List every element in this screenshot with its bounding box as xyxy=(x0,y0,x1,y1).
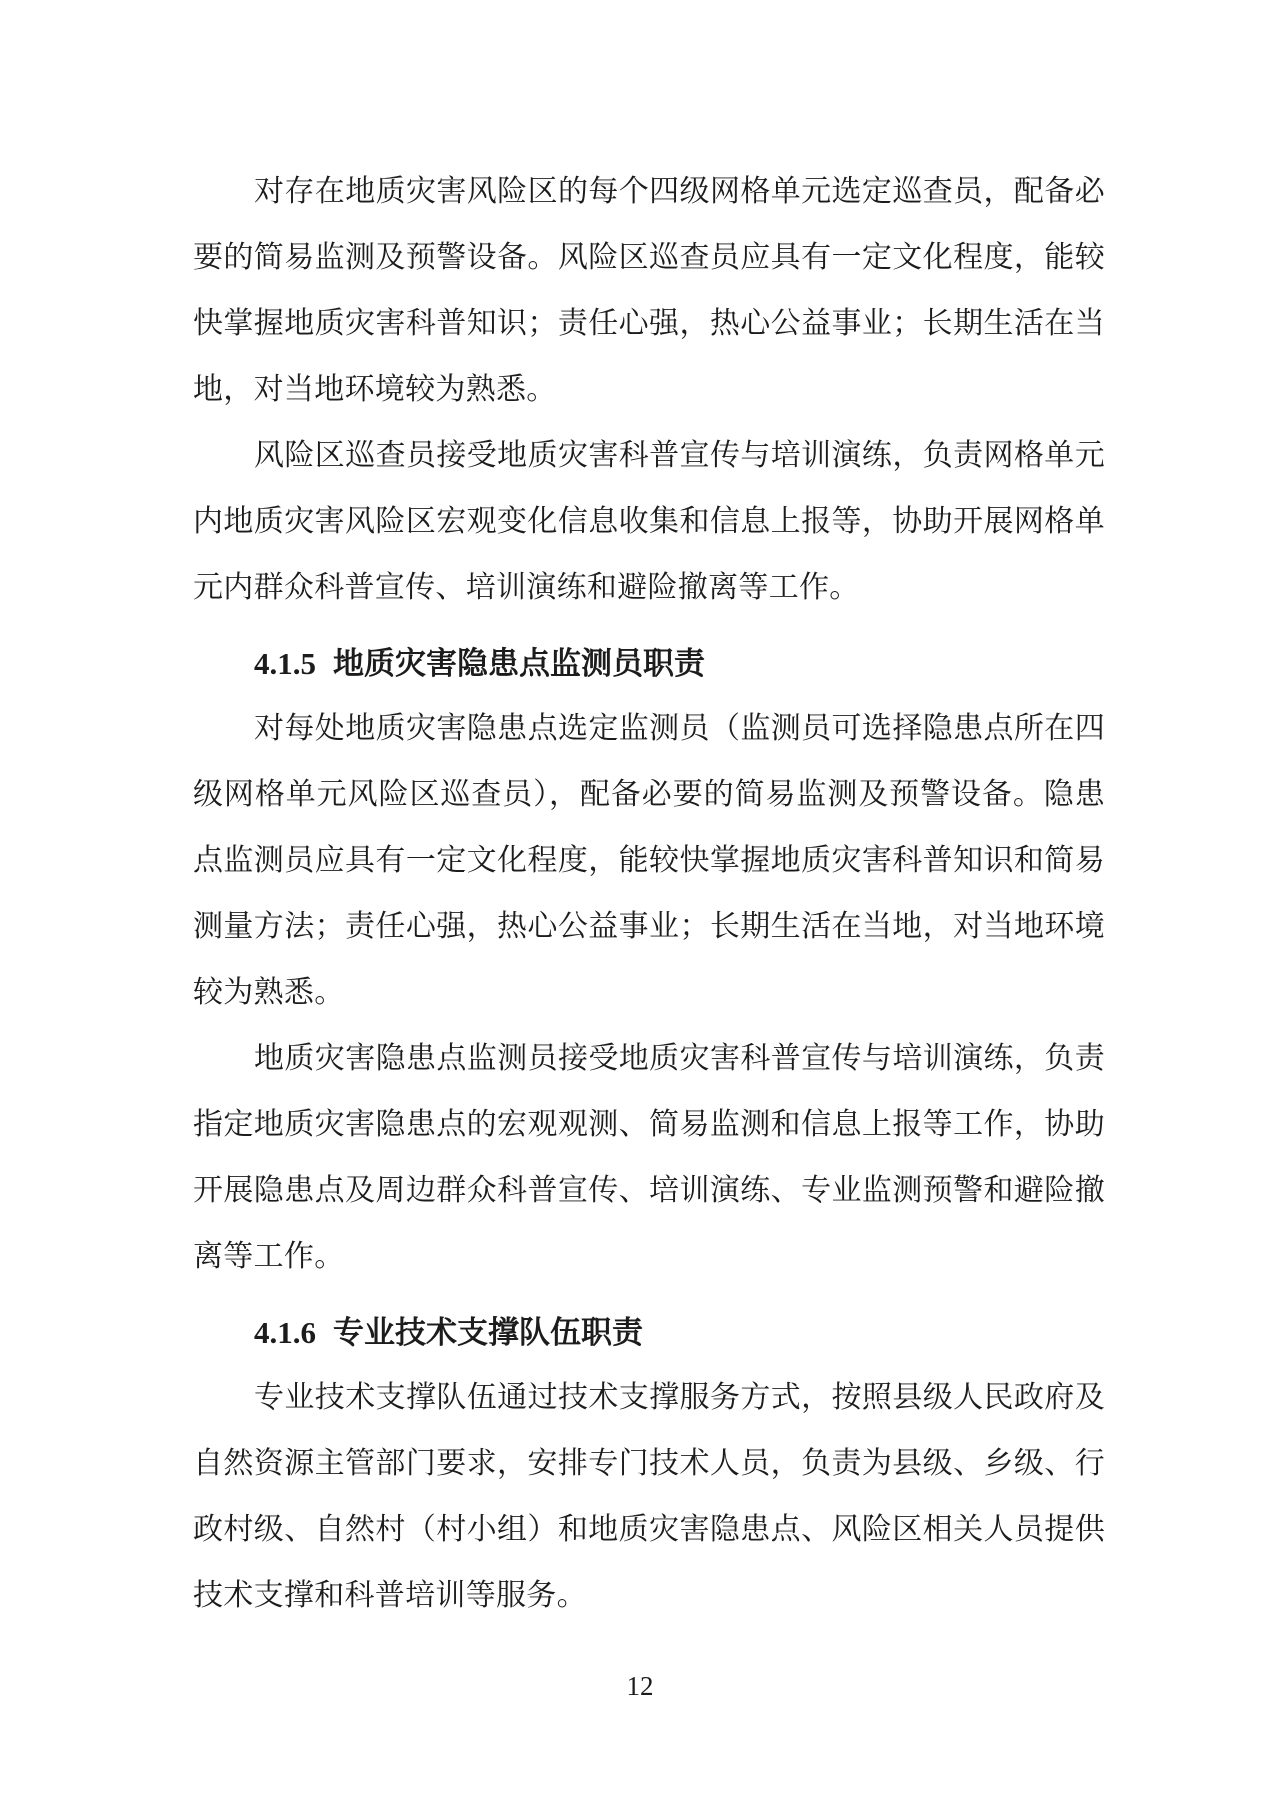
paragraph-7-line-2: 自然资源主管部门要求，安排专门技术人员，负责为县级、乡级、行 xyxy=(193,1447,1105,1480)
section-title: 专业技术支撑队伍职责 xyxy=(333,1315,643,1350)
paragraph-1-line-4: 地，对当地环境较为熟悉。 xyxy=(193,373,557,406)
paragraph-1-line-3: 快掌握地质灾害科普知识；责任心强，热心公益事业；长期生活在当 xyxy=(193,307,1105,340)
paragraph-5-line-3: 开展隐患点及周边群众科普宣传、培训演练、专业监测预警和避险撤 xyxy=(193,1174,1105,1207)
paragraph-4-line-4: 测量方法；责任心强，热心公益事业；长期生活在当地，对当地环境 xyxy=(193,910,1105,943)
section-number: 4.1.5 xyxy=(254,646,316,681)
paragraph-2-line-3: 元内群众科普宣传、培训演练和避险撤离等工作。 xyxy=(193,571,860,604)
section-title: 地质灾害隐患点监测员职责 xyxy=(333,646,705,681)
page-number: 12 xyxy=(626,1671,654,1701)
paragraph-5-line-4: 离等工作。 xyxy=(193,1240,345,1273)
section-heading-4.1.6 xyxy=(193,1312,1105,1378)
paragraph-2-line-1: 风险区巡查员接受地质灾害科普宣传与培训演练，负责网格单元 xyxy=(254,439,1105,472)
paragraph-4-line-3: 点监测员应具有一定文化程度，能较快掌握地质灾害科普知识和简易 xyxy=(193,844,1105,877)
paragraph-1-line-2: 要的简易监测及预警设备。风险区巡查员应具有一定文化程度，能较 xyxy=(193,241,1105,274)
paragraph-5-line-1: 地质灾害隐患点监测员接受地质灾害科普宣传与培训演练，负责 xyxy=(254,1042,1105,1075)
paragraph-1-line-1: 对存在地质灾害风险区的每个四级网格单元选定巡查员，配备必 xyxy=(254,175,1105,208)
paragraph-7-line-4: 技术支撑和科普培训等服务。 xyxy=(193,1579,587,1612)
paragraph-4-line-1: 对每处地质灾害隐患点选定监测员（监测员可选择隐患点所在四 xyxy=(254,712,1105,745)
paragraph-5-line-2: 指定地质灾害隐患点的宏观观测、简易监测和信息上报等工作，协助 xyxy=(193,1108,1105,1141)
paragraph-2-line-2: 内地质灾害风险区宏观变化信息收集和信息上报等，协助开展网格单 xyxy=(193,505,1105,538)
section-number: 4.1.6 xyxy=(254,1315,316,1350)
paragraph-7-line-3: 政村级、自然村（村小组）和地质灾害隐患点、风险区相关人员提供 xyxy=(193,1513,1105,1546)
paragraph-7-line-1: 专业技术支撑队伍通过技术支撑服务方式，按照县级人民政府及 xyxy=(254,1381,1105,1414)
section-heading-4.1.5 xyxy=(193,643,1105,709)
paragraph-4-line-5: 较为熟悉。 xyxy=(193,976,345,1009)
text-column xyxy=(193,172,1105,1642)
paragraph-4-line-2: 级网格单元风险区巡查员），配备必要的简易监测及预警设备。隐患 xyxy=(193,778,1105,811)
